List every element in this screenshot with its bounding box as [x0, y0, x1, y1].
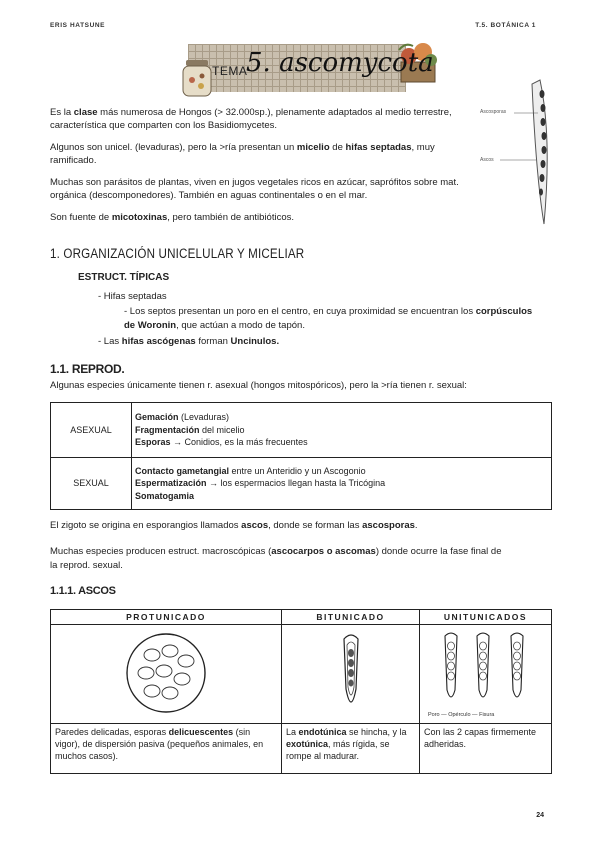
intro-p4: Son fuente de micotoxinas, pero también de antibióticos. — [50, 212, 294, 223]
asexual-content: Gemación (Levaduras) Fragmentación del micelio Esporas → Conidios, es la más frecuentes — [132, 403, 552, 458]
page-title: 5. ascomycota — [246, 48, 434, 78]
reproduction-table — [50, 402, 552, 510]
ascos-table — [50, 609, 552, 774]
label-ascos: Ascos — [480, 157, 494, 163]
unitunicados-description: Con las 2 capas firmemente adheridas. — [420, 724, 552, 774]
bitunicado-ascus-icon — [336, 629, 366, 717]
header-bitunicado: BITUNICADO — [282, 610, 420, 625]
header-left: ERIS HATSUNE — [50, 22, 106, 29]
intro-p2: Algunos son unicel. (levaduras), pero la >ría presentan un micelio de hifas septadas, muy ramificado. — [50, 142, 435, 166]
list-item-septos: - Los septos presentan un poro en el centro, en cuya proximidad se encuentran los corpúsculos de Woronin, que actúan a modo de tapón. — [124, 306, 533, 331]
ascus-illustration — [478, 76, 578, 228]
header-protunicado: PROTUNICADO — [51, 610, 282, 625]
table-row-sexual — [51, 458, 552, 510]
section-1-subtitle: ESTRUCT. TÍPICAS — [78, 272, 170, 283]
unitunicados-ascus-icon — [431, 630, 541, 704]
header-unitunicados: UNITUNICADOS — [420, 610, 552, 625]
section-1-1-1-title: 1.1.1. ASCOS — [50, 585, 116, 597]
label-ascosporas: Ascosporas — [480, 109, 507, 115]
jar-icon — [180, 56, 216, 98]
unitunicados-labels: Poro — Opérculo — Fisura — [428, 712, 495, 718]
section-1-1-title: 1.1. REPROD. — [50, 362, 125, 376]
label-asexual: ASEXUAL — [51, 403, 132, 458]
ascos-description-row — [51, 724, 552, 774]
label-sexual: SEXUAL — [51, 458, 132, 510]
ascos-header-row — [51, 610, 552, 625]
list-item-hifas-ascogenas: - Las hifas ascógenas forman Uncinulos. — [98, 336, 280, 347]
intro-section — [50, 106, 480, 224]
ascocarpos-text: Muchas especies producen estruct. macroscópicas (ascocarpos o ascomas) donde ocurre la fase final de la reprod. sexual. — [50, 546, 502, 571]
header-right: T.5. BOTÁNICA 1 — [475, 22, 536, 29]
protunicado-description: Paredes delicadas, esporas delicuescentes (sin vigor), de dispersión pasiva (pequeños animales, en muchos casos). — [51, 724, 282, 774]
table-row-asexual — [51, 403, 552, 458]
bitunicado-description: La endotúnica se hincha, y la exotúnica, más rígida, se rompe al madurar. — [282, 724, 420, 774]
title-prefix: TEMA — [212, 64, 248, 78]
page-number: 24 — [536, 812, 544, 819]
section-1-title: 1. ORGANIZACIÓN UNICELULAR Y MICELIAR — [50, 246, 305, 261]
protunicado-figure — [51, 625, 282, 724]
intro-p3: Muchas son parásitos de plantas, viven en jugos vegetales ricos en azúcar, saprófitos sobre mat. orgánica (descomponedores). También en aguas continentales o en el mar. — [50, 177, 459, 201]
intro-p1: Es la clase más numerosa de Hongos (> 32.000sp.), plenamente adaptados al medio terrestre, característica que comparten con los Basidiomycetes. — [50, 107, 452, 131]
ascos-figure-row — [51, 625, 552, 724]
sexual-content: Contacto gametangial entre un Anteridio y un Ascogonio Espermatización → los espermacios llegan hasta la Tricógina Somatogamia — [132, 458, 552, 510]
section-1-1-text: Algunas especies únicamente tienen r. asexual (hongos mitospóricos), pero la >ría tienen r. sexual: — [50, 380, 467, 391]
zigoto-text: El zigoto se origina en esporangios llamados ascos, donde se forman las ascosporas. — [50, 520, 418, 531]
protunicado-ascus-icon — [124, 631, 208, 715]
unitunicados-figure — [420, 625, 552, 724]
bitunicado-figure — [282, 625, 420, 724]
list-item-hifas: - Hifas septadas — [98, 291, 167, 302]
